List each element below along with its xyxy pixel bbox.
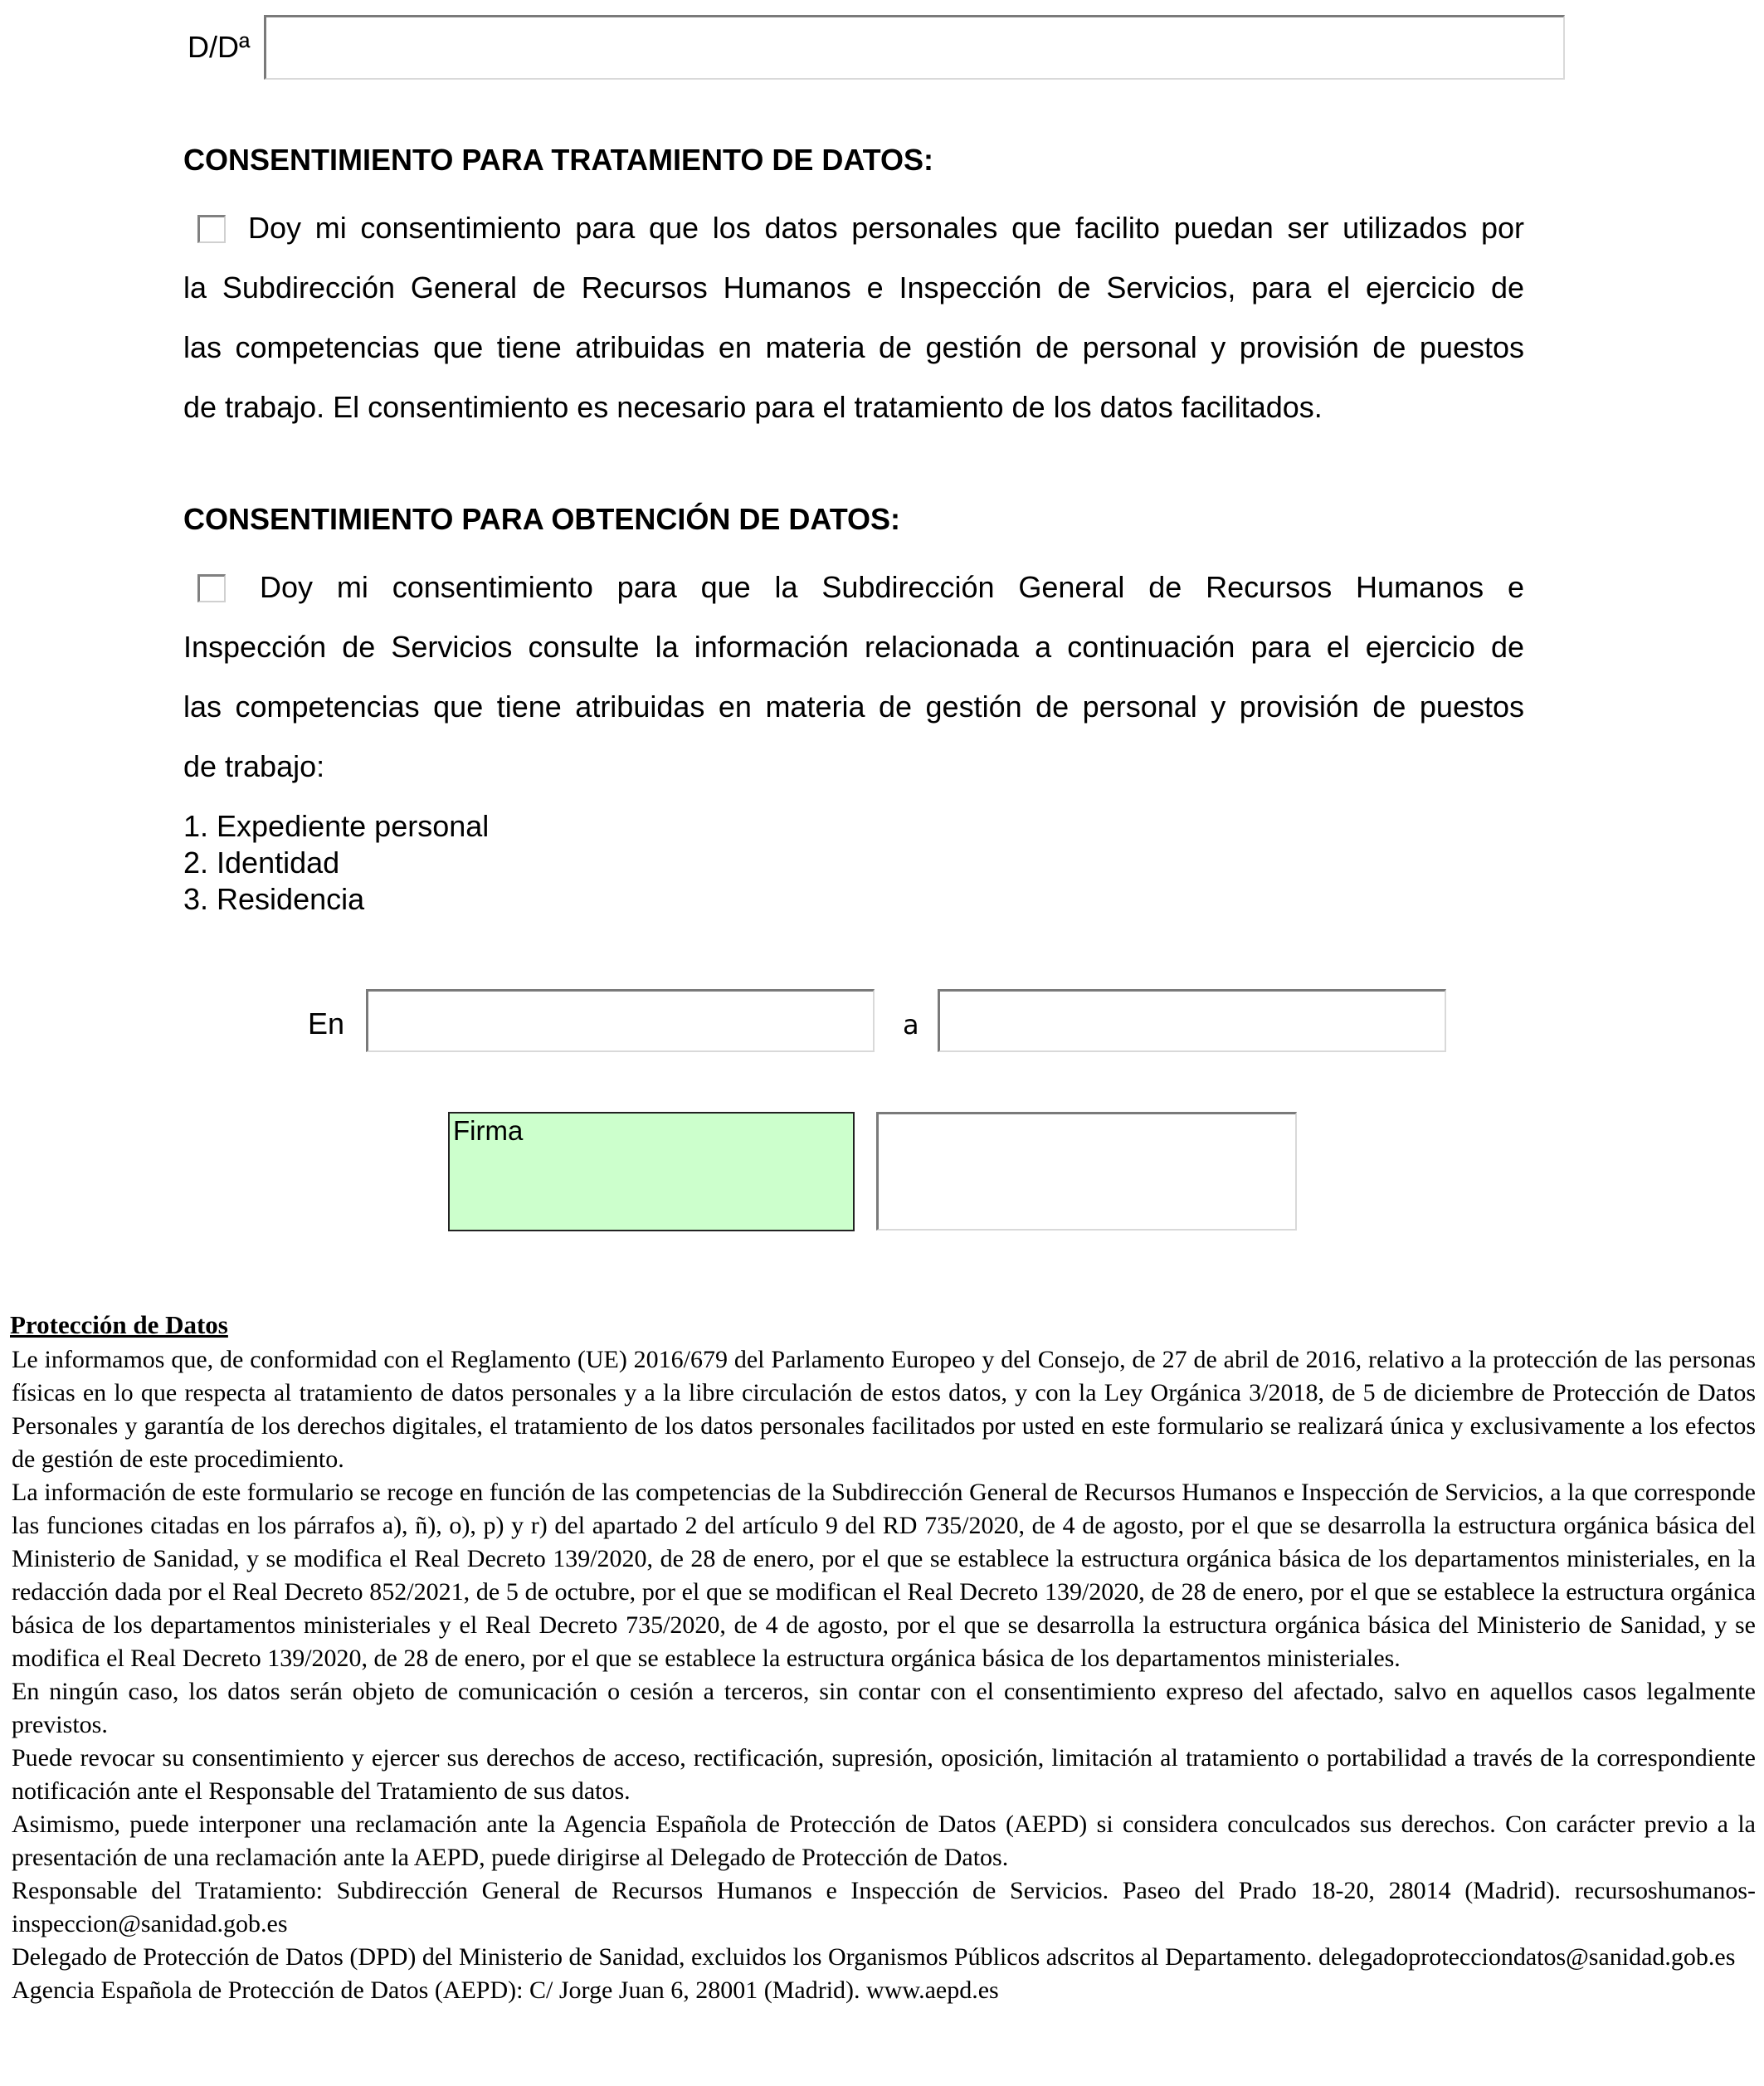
legal-paragraph: Responsable del Tratamiento: Subdirección General de Recursos Humanos e Inspección de Servicios. Paseo del Prado 18-20, 28014 (Madrid). recursoshumanos-inspeccion@sanidad.gob.es: [12, 1877, 1756, 1937]
obtain-heading: CONSENTIMIENTO PARA OBTENCIÓN DE DATOS:: [183, 502, 901, 536]
data-protection-title: Protección de Datos: [10, 1310, 228, 1339]
treatment-line-2: la Subdirección General de Recursos Humanos e Inspección de Servicios, para el ejercicio de: [183, 270, 1524, 305]
obtain-line-2: Inspección de Servicios consulte la información relacionada a continuación para el ejercicio de: [183, 630, 1524, 664]
place-field[interactable]: [366, 989, 875, 1052]
signature-box: [448, 1112, 855, 1231]
legal-paragraph: La información de este formulario se recoge en función de las competencias de la Subdirección General de Recursos Humanos e Inspección de Servicios, a la que corresponde las funciones citadas en los párrafos a), ñ), o), p) y r) del apartado 2 del artículo 9 del RD 735/2020, de 4 de agosto, por el que se desarrolla la estructura orgánica básica del Ministerio de Sanidad, y se modifica el Real Decreto 139/2020, de 28 de enero, por el que se establece la estructura orgánica básica de los departamentos ministeriales, en la redacción dada por el Real Decreto 852/2021, de 5 de octubre, por el que se modifican el Real Decreto 139/2020, de 28 de enero, por el que se establece la estructura orgánica básica de los departamentos ministeriales y el Real Decreto 735/2020, de 4 de agosto, por el que se desarrolla la estructura orgánica básica del Ministerio de Sanidad, y se modifica el Real Decreto 139/2020, de 28 de enero, por el que se establece la estructura orgánica básica de los departamentos ministeriales.: [12, 1479, 1756, 1672]
treatment-consent-checkbox[interactable]: [197, 215, 226, 243]
obtain-consent-checkbox[interactable]: [197, 574, 226, 602]
list-item-expediente: 1. Expediente personal: [183, 809, 490, 843]
en-label: En: [308, 1006, 345, 1041]
legal-paragraph: Agencia Española de Protección de Datos (AEPD): C/ Jorge Juan 6, 28001 (Madrid). www.aepd.es: [12, 1976, 999, 2004]
data-protection-text: [12, 1343, 1756, 2007]
treatment-heading: CONSENTIMIENTO PARA TRATAMIENTO DE DATOS:: [183, 143, 934, 177]
obtain-line-4: de trabajo:: [183, 749, 325, 783]
legal-paragraph: Delegado de Protección de Datos (DPD) del Ministerio de Sanidad, excluidos los Organismos Públicos adscritos al Departamento. delegadoprotecciondatos@sanidad.gob.es: [12, 1943, 1736, 1971]
name-label: D/Dª: [188, 30, 251, 64]
name-field[interactable]: [264, 15, 1565, 80]
signature-field[interactable]: [876, 1112, 1297, 1231]
legal-paragraph: Le informamos que, de conformidad con el Reglamento (UE) 2016/679 del Parlamento Europeo y del Consejo, de 27 de abril de 2016, relativo a la protección de las personas físicas en lo que respecta al tratamiento de datos personales y a la libre circulación de estos datos, y con la Ley Orgánica 3/2018, de 5 de diciembre de Protección de Datos Personales y garantía de los derechos digitales, el tratamiento de los datos personales facilitados por usted en este formulario se realizará única y exclusivamente a los efectos de gestión de este procedimiento.: [12, 1346, 1756, 1473]
signature-label: Firma: [453, 1115, 524, 1146]
legal-paragraph: Asimismo, puede interponer una reclamación ante la Agencia Española de Protección de Datos (AEPD) si considera conculcados sus derechos. Con carácter previo a la presentación de una reclamación ante la AEPD, puede dirigirse al Delegado de Protección de Datos.: [12, 1811, 1756, 1871]
date-field[interactable]: [938, 989, 1446, 1052]
list-item-identidad: 2. Identidad: [183, 846, 340, 880]
legal-paragraph: Puede revocar su consentimiento y ejercer sus derechos de acceso, rectificación, supresión, oposición, limitación al tratamiento o portabilidad a través de la correspondiente notificación ante el Responsable del Tratamiento de sus datos.: [12, 1744, 1756, 1805]
treatment-line-1: Doy mi consentimiento para que los datos personales que facilito puedan ser utilizados por: [248, 211, 1524, 245]
obtain-line-3: las competencias que tiene atribuidas en materia de gestión de personal y provisión de puestos: [183, 690, 1524, 724]
a-label: a: [903, 1009, 919, 1041]
treatment-line-3: las competencias que tiene atribuidas en materia de gestión de personal y provisión de puestos: [183, 330, 1524, 364]
list-item-residencia: 3. Residencia: [183, 882, 365, 916]
legal-paragraph: En ningún caso, los datos serán objeto de comunicación o cesión a terceros, sin contar con el consentimiento expreso del afectado, salvo en aquellos casos legalmente previstos.: [12, 1678, 1756, 1738]
obtain-line-1: Doy mi consentimiento para que la Subdirección General de Recursos Humanos e: [260, 570, 1524, 604]
treatment-line-4: de trabajo. El consentimiento es necesario para el tratamiento de los datos facilitados.: [183, 390, 1323, 424]
